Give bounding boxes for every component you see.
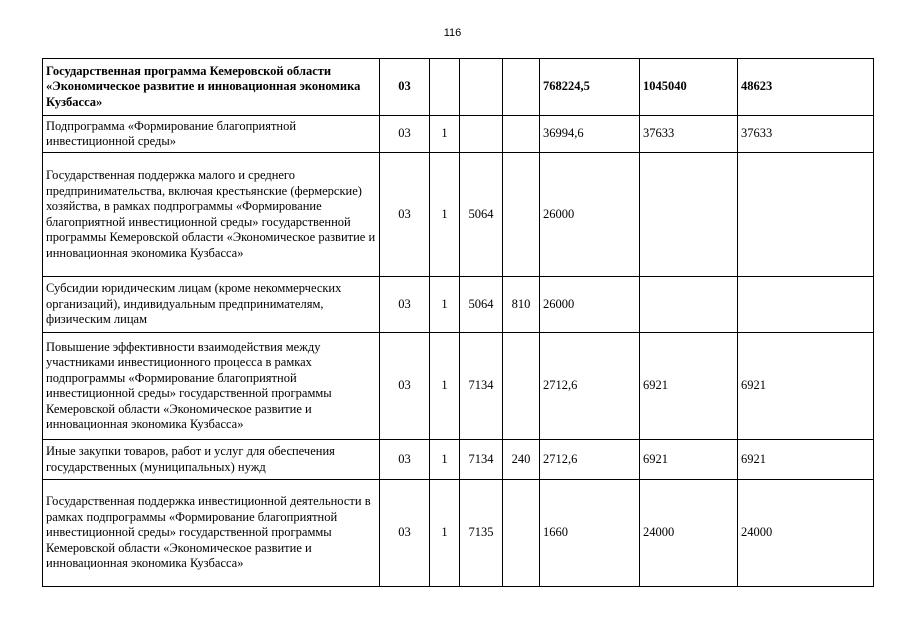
subprogram-cell: 1 — [430, 153, 460, 277]
amount-year1-cell: 2712,6 — [540, 440, 640, 480]
target-article-cell: 5064 — [460, 153, 503, 277]
amount-year1-cell: 26000 — [540, 277, 640, 333]
expense-type-cell: 240 — [503, 440, 540, 480]
amount-year3-cell: 37633 — [738, 116, 874, 153]
amount-year2-cell — [640, 153, 738, 277]
subprogram-cell — [430, 59, 460, 116]
target-article-cell — [460, 59, 503, 116]
amount-year2-cell: 6921 — [640, 333, 738, 440]
table-row — [43, 59, 874, 116]
row-name-cell: Государственная программа Кемеровской области «Экономическое развитие и инновационная экономика Кузбасса» — [43, 59, 380, 116]
amount-year1-cell: 26000 — [540, 153, 640, 277]
amount-year2-cell: 37633 — [640, 116, 738, 153]
table-row — [43, 116, 874, 153]
amount-year2-cell: 24000 — [640, 480, 738, 587]
expense-type-cell — [503, 153, 540, 277]
row-name-cell: Государственная поддержка инвестиционной деятельности в рамках подпрограммы «Формирование благоприятной инвестиционной среды» государственной программы Кемеровской области «Экономическое развитие и инновационная экономика Кузбасса» — [43, 480, 380, 587]
expense-type-cell — [503, 116, 540, 153]
section-cell: 03 — [380, 153, 430, 277]
amount-year2-cell — [640, 277, 738, 333]
page-number: 116 — [443, 27, 462, 39]
amount-year3-cell: 48623 — [738, 59, 874, 116]
section-cell: 03 — [380, 116, 430, 153]
subprogram-cell: 1 — [430, 480, 460, 587]
table-row — [43, 440, 874, 480]
section-cell: 03 — [380, 59, 430, 116]
target-article-cell — [460, 116, 503, 153]
amount-year1-cell: 36994,6 — [540, 116, 640, 153]
section-cell: 03 — [380, 480, 430, 587]
amount-year3-cell: 6921 — [738, 333, 874, 440]
target-article-cell: 5064 — [460, 277, 503, 333]
row-name-cell: Субсидии юридическим лицам (кроме некоммерческих организаций), индивидуальным предпринимателям, физическим лицам — [43, 277, 380, 333]
amount-year2-cell: 1045040 — [640, 59, 738, 116]
section-cell: 03 — [380, 440, 430, 480]
subprogram-cell: 1 — [430, 116, 460, 153]
expense-type-cell — [503, 480, 540, 587]
subprogram-cell: 1 — [430, 277, 460, 333]
table-row — [43, 480, 874, 587]
table-row — [43, 153, 874, 277]
amount-year1-cell: 768224,5 — [540, 59, 640, 116]
row-name-cell: Государственная поддержка малого и среднего предпринимательства, включая крестьянские (фермерские) хозяйства, в рамках подпрограммы «Формирование благоприятной инвестиционной среды» государственной программы Кемеровской области «Экономическое развитие и инновационная экономика Кузбасса» — [43, 153, 380, 277]
row-name-cell: Повышение эффективности взаимодействия между участниками инвестиционного процесса в рамках подпрограммы «Формирование благоприятной инвестиционной среды» государственной программы Кемеровской области «Экономическое развитие и инновационная экономика Кузбасса» — [43, 333, 380, 440]
target-article-cell: 7134 — [460, 440, 503, 480]
budget-table — [42, 58, 874, 587]
amount-year3-cell — [738, 277, 874, 333]
expense-type-cell — [503, 59, 540, 116]
expense-type-cell — [503, 333, 540, 440]
subprogram-cell: 1 — [430, 440, 460, 480]
table-row — [43, 277, 874, 333]
section-cell: 03 — [380, 333, 430, 440]
amount-year1-cell: 2712,6 — [540, 333, 640, 440]
row-name-cell: Иные закупки товаров, работ и услуг для обеспечения государственных (муниципальных) нужд — [43, 440, 380, 480]
amount-year3-cell: 6921 — [738, 440, 874, 480]
amount-year3-cell: 24000 — [738, 480, 874, 587]
subprogram-cell: 1 — [430, 333, 460, 440]
row-name-cell: Подпрограмма «Формирование благоприятной инвестиционной среды» — [43, 116, 380, 153]
section-cell: 03 — [380, 277, 430, 333]
table-row — [43, 333, 874, 440]
amount-year3-cell — [738, 153, 874, 277]
target-article-cell: 7135 — [460, 480, 503, 587]
target-article-cell: 7134 — [460, 333, 503, 440]
expense-type-cell: 810 — [503, 277, 540, 333]
amount-year1-cell: 1660 — [540, 480, 640, 587]
amount-year2-cell: 6921 — [640, 440, 738, 480]
